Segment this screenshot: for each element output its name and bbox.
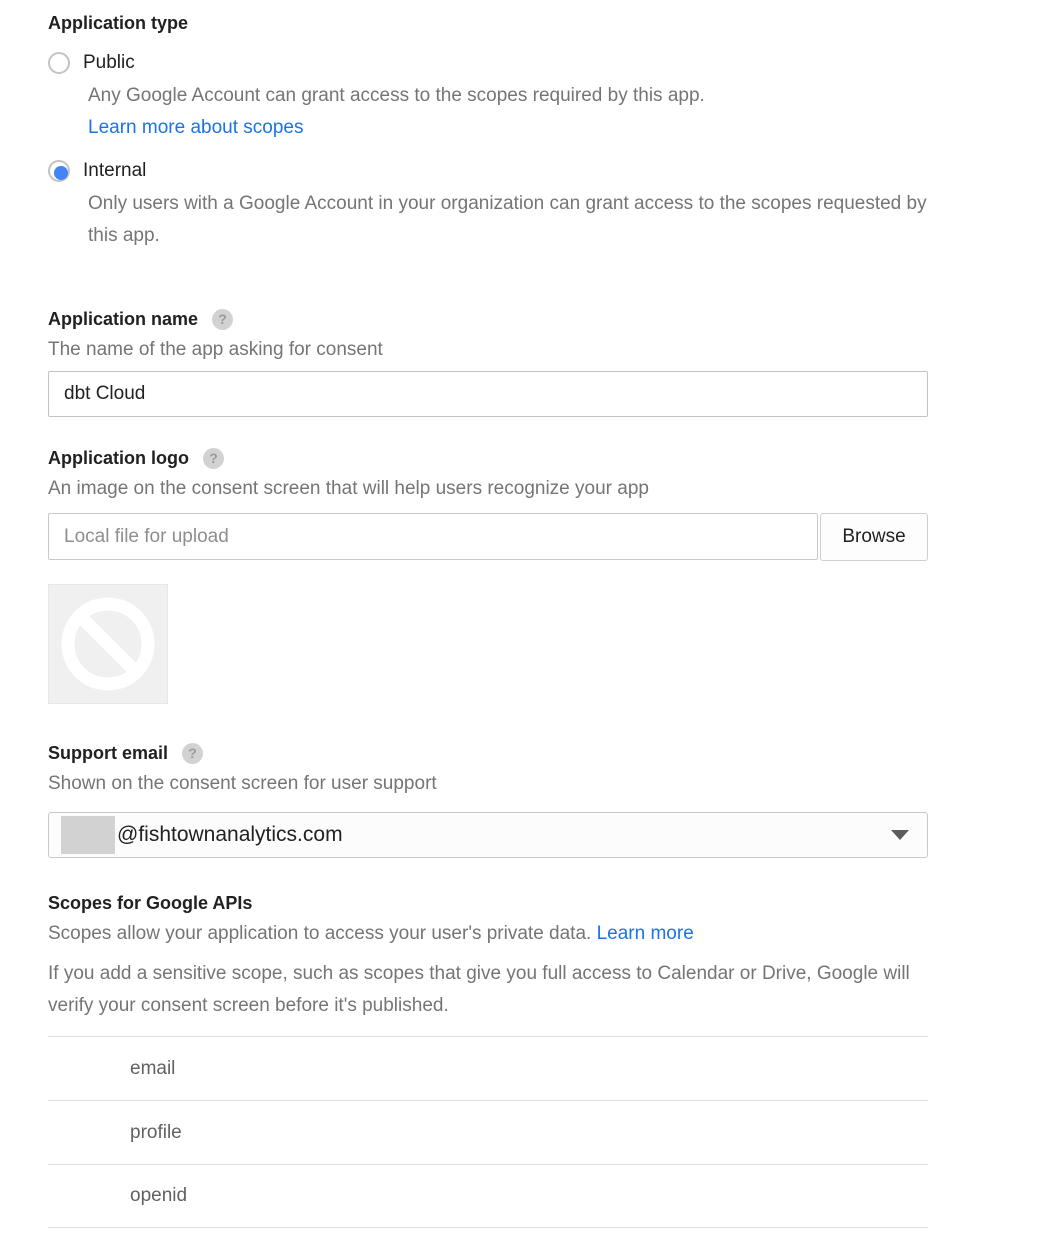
support-email-subtitle: Shown on the consent screen for user support [48, 773, 437, 794]
radio-option-internal[interactable] [48, 160, 928, 182]
application-name-title: Application name [48, 309, 199, 329]
application-name-header [48, 308, 928, 330]
application-type-title: Application type [48, 13, 189, 33]
help-icon[interactable]: ? [182, 743, 203, 764]
redacted-username [61, 816, 115, 854]
scopes-description-text: Scopes allow your application to access your user's private data. [48, 923, 592, 944]
scopes-table [48, 1036, 928, 1228]
radio-public-label: Public [83, 52, 135, 73]
radio-option-public[interactable] [48, 52, 928, 74]
help-icon[interactable]: ? [203, 448, 224, 469]
application-name-input[interactable] [48, 371, 928, 417]
application-logo-subtitle: An image on the consent screen that will help users recognize your app [48, 478, 649, 499]
application-logo-header [48, 447, 928, 469]
support-email-header [48, 742, 928, 764]
scopes-note: If you add a sensitive scope, such as scopes that give you full access to Calendar or Drive, Google will verify your consent screen before it's published. [48, 963, 910, 1016]
radio-internal[interactable] [48, 160, 70, 182]
radio-public[interactable] [48, 52, 70, 74]
support-email-select[interactable] [48, 812, 928, 858]
scope-name: email [130, 1057, 176, 1079]
logo-file-input[interactable] [48, 513, 818, 560]
learn-more-scopes-link[interactable]: Learn more about scopes [88, 117, 304, 138]
public-description: Any Google Account can grant access to the scopes required by this app. [88, 85, 705, 106]
logo-upload-row [48, 513, 928, 561]
scopes-learn-more-link[interactable]: Learn more [596, 923, 694, 944]
radio-internal-label: Internal [83, 160, 147, 181]
support-email-title: Support email [48, 743, 169, 763]
chevron-down-icon [891, 830, 909, 840]
logo-preview [48, 584, 168, 704]
blocked-icon [58, 594, 158, 694]
browse-button[interactable]: Browse [820, 513, 928, 561]
scope-row-profile[interactable] [48, 1100, 928, 1164]
internal-description: Only users with a Google Account in your organization can grant access to the scopes requested by this app. [88, 193, 927, 246]
scope-row-openid[interactable] [48, 1164, 928, 1228]
support-email-value: @fishtownanalytics.com [117, 823, 343, 846]
scopes-description [48, 918, 928, 950]
scope-row-email[interactable] [48, 1036, 928, 1100]
scope-name: profile [130, 1121, 182, 1143]
scopes-title: Scopes for Google APIs [48, 893, 253, 913]
scope-name: openid [130, 1185, 188, 1206]
help-icon[interactable]: ? [212, 309, 233, 330]
application-name-subtitle: The name of the app asking for consent [48, 339, 383, 360]
application-logo-title: Application logo [48, 448, 189, 468]
